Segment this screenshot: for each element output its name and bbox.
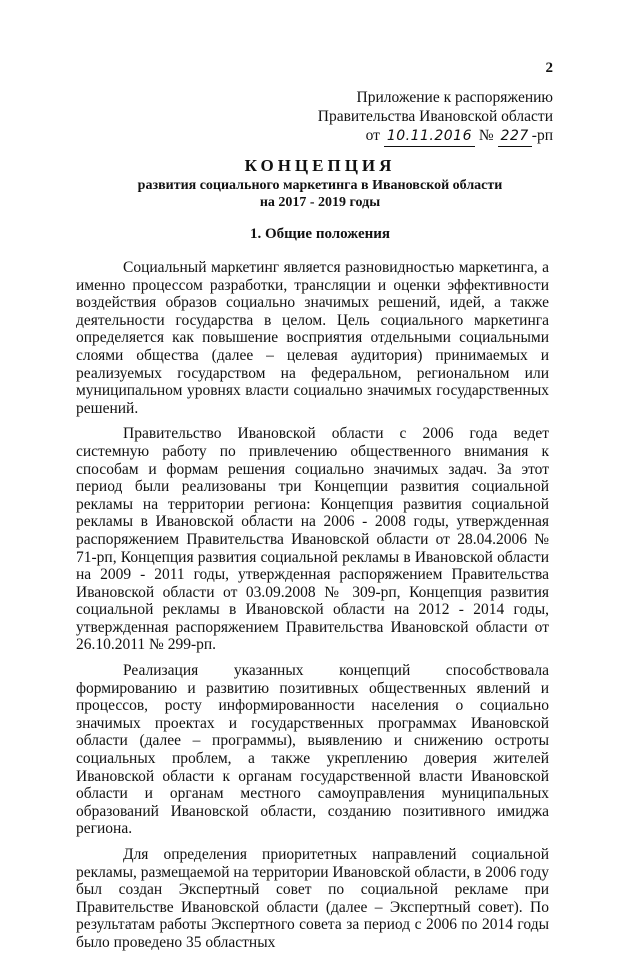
appendix-line-2: Правительства Ивановской области — [317, 108, 553, 125]
handwritten-number: 227 — [498, 127, 532, 147]
paragraph: Для определения приоритетных направлений социальной рекламы, размещаемой на территории Ивановской области, в 2006 году был создан Экспертный совет по социальной рекламе при Правительстве Ивановской области (далее – Экспертный совет). По результатам работы Экспертного совета за период с 2006 по 2014 годы было проведено 35 областных — [76, 846, 549, 951]
document-subtitle: развития социального маркетинга в Ивановской области — [137, 178, 503, 193]
body-text — [76, 259, 549, 960]
paragraph: Реализация указанных концепций способствовала формированию и развитию позитивных общественных явлений и процессов, росту информированности населения о социально значимых проектах и государственных программах Ивановской области (далее – программы), выявлению и снижению остроты социальных проблем, а также укреплению доверия жителей Ивановской области к органам государственной власти Ивановской области и органам местного самоуправления муниципальных образований Ивановской области, созданию позитивного имиджа региона. — [76, 662, 549, 838]
date-prefix: от — [365, 127, 380, 144]
document-period: на 2017 - 2019 годы — [259, 195, 381, 210]
paragraph: Социальный маркетинг является разновидностью маркетинга, а именно процессом разработки, трансляции и оценки эффективности воздействия образов социально значимых решений, идей, а также деятельности государства в целом. Цель социального маркетинга определяется как повышение восприятия отдельными социальными слоями общества (далее – целевая аудитория) принимаемых и реализуемых государством на федеральном, региональном или муниципальном уровнях власти социально значимых государственных решений. — [76, 259, 549, 417]
appendix-block — [318, 88, 553, 147]
handwritten-date: 10.11.2016 — [384, 127, 475, 147]
appendix-line-1: Приложение к распоряжению — [356, 89, 553, 106]
page-number: 2 — [545, 60, 553, 76]
document-title: КОНЦЕПЦИЯ — [244, 156, 396, 175]
document-title-block — [76, 155, 564, 211]
appendix-date-line — [318, 126, 553, 147]
section-heading: 1. Общие положения — [249, 226, 391, 242]
number-suffix: -рп — [531, 127, 553, 144]
number-sign: № — [478, 127, 494, 144]
paragraph: Правительство Ивановской области с 2006 года ведет системную работу по привлечению общественного внимания к способам и формам решения социально значимых задач. За этот период были реализованы три Концепции развития социальной рекламы на территории региона: Концепция развития социальной рекламы в Ивановской области на 2006 - 2008 годы, утвержденная распоряжением Правительства Ивановской области от 28.04.2006 № 71-рп, Концепция развития социальной рекламы в Ивановской области на 2009 - 2011 годы, утвержденная распоряжением Правительства Ивановской области от 03.09.2008 № 309-рп, Концепция развития социальной рекламы в Ивановской области на 2012 - 2014 годы, утвержденная распоряжением Правительства Ивановской области от 26.10.2011 № 299-рп. — [76, 425, 549, 654]
